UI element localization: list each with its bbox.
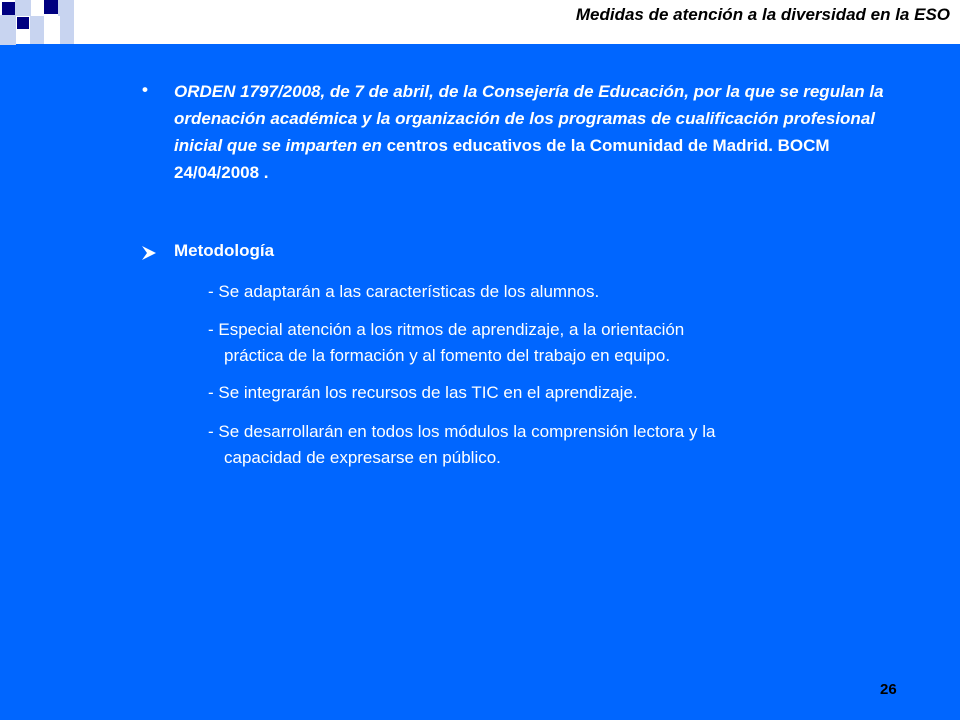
- list-item-text: - Se integrarán los recursos de las TIC en el aprendizaje.: [208, 383, 638, 402]
- order-reference-italic: ORDEN 1797/2008, de 7 de abril, de la Consejería de Educación, por la que se regulan la ordenación académica y la organización de los programas de cualificación profesional inicial que se imparten en: [174, 82, 884, 155]
- list-item: [208, 279, 888, 305]
- order-reference-normal: centros educativos de la Comunidad de Madrid. BOCM 24/04/2008 .: [174, 136, 830, 182]
- bullet-dot: •: [142, 80, 148, 99]
- list-item-text: - Se adaptarán a las características de los alumnos.: [208, 282, 600, 301]
- list-item: [208, 317, 888, 369]
- order-reference: [174, 78, 894, 186]
- arrowhead-bullet-icon: [140, 244, 158, 262]
- list-item-text: - Especial atención a los ritmos de aprendizaje, a la orientación: [208, 320, 685, 339]
- page-number: 26: [880, 681, 897, 698]
- section-heading: Metodología: [174, 241, 275, 260]
- list-item-continuation: práctica de la formación y al fomento del trabajo en equipo.: [224, 346, 671, 365]
- list-item: [208, 419, 888, 471]
- list-item-continuation: capacidad de expresarse en público.: [224, 448, 501, 467]
- header-title: Medidas de atención a la diversidad en la ESO: [575, 5, 950, 24]
- list-item-text: - Se desarrollarán en todos los módulos la comprensión lectora y la: [208, 422, 716, 441]
- list-item: [208, 380, 888, 406]
